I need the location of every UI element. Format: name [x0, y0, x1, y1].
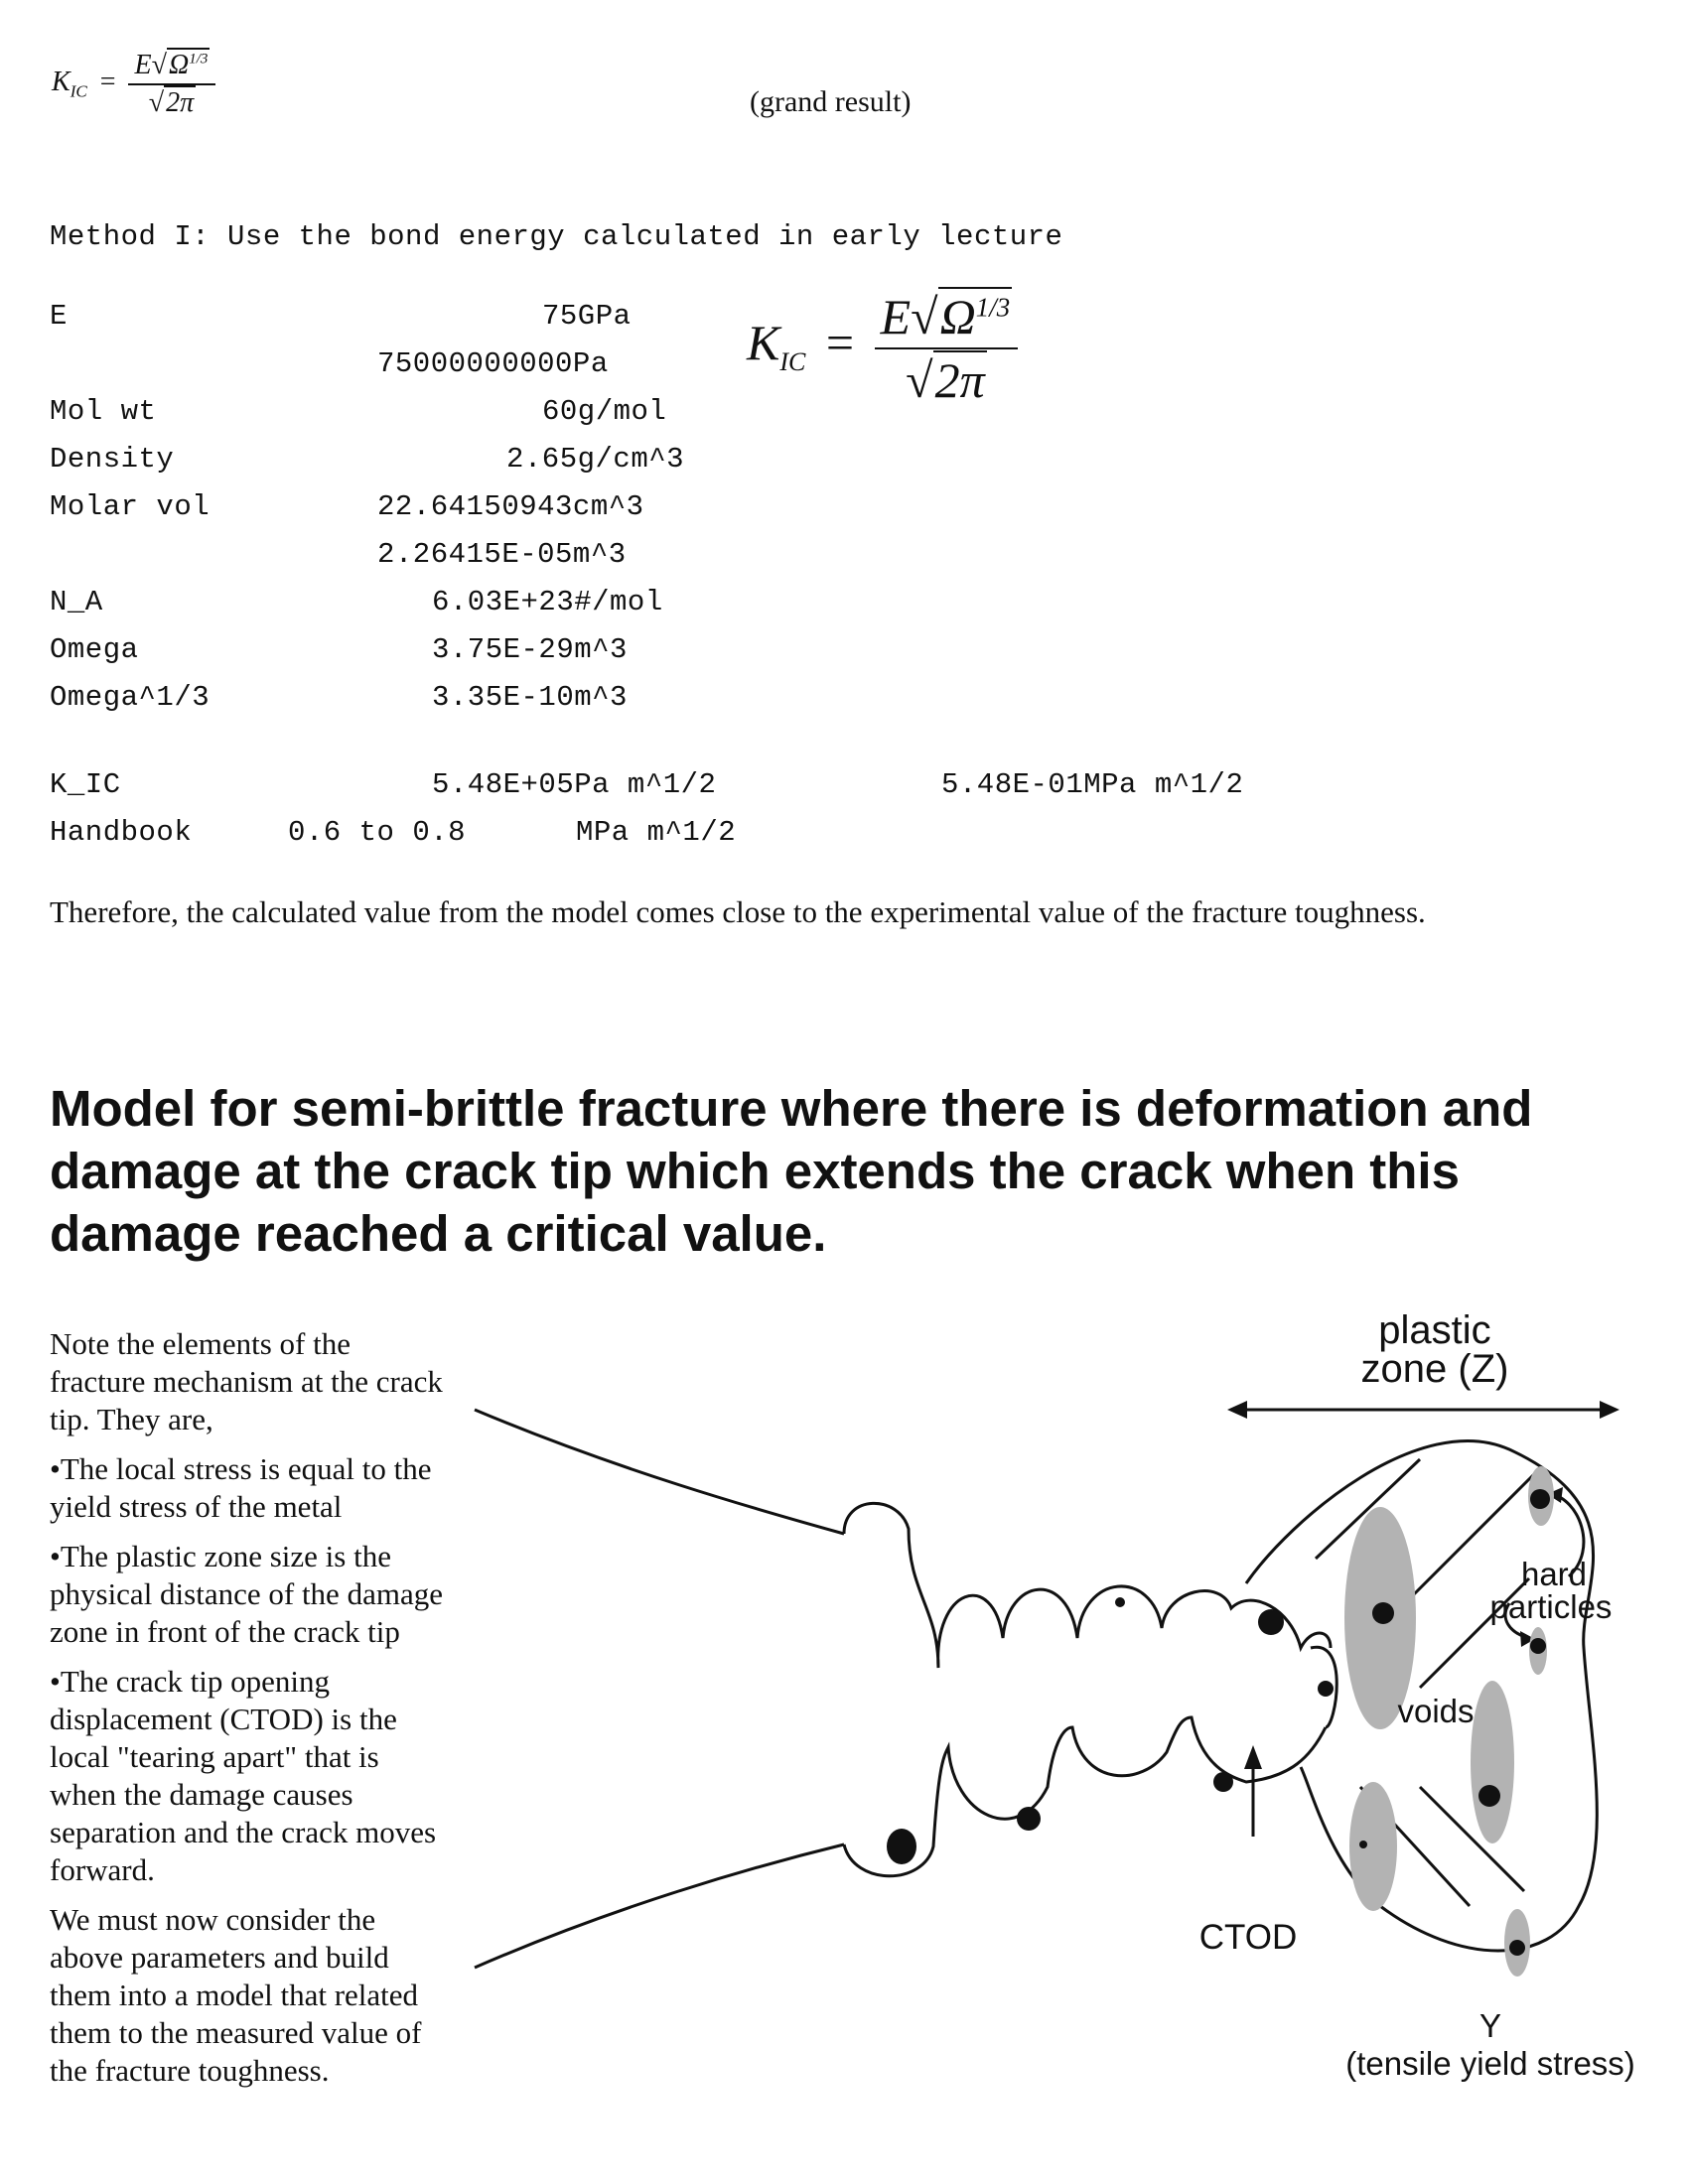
lower-crack-face: [475, 1844, 844, 1968]
molar-vol-value-m3: 2.26415E-05m^3: [377, 538, 627, 571]
molar-vol-label: Molar vol: [50, 490, 211, 523]
omega-cbrt-label: Omega^1/3: [50, 681, 211, 714]
tensile-label: (tensile yield stress): [1345, 2045, 1635, 2082]
handbook-label: Handbook: [50, 816, 193, 849]
hard-label: hard: [1520, 1556, 1588, 1592]
omega-label: Omega: [50, 633, 139, 666]
density-value: 2.65g/cm^3: [506, 443, 685, 476]
omega-value: 3.75E-29m^3: [432, 633, 628, 666]
void: [1471, 1681, 1514, 1843]
hard-particle: [1258, 1609, 1284, 1635]
ctod-arrowhead: [1244, 1745, 1262, 1769]
hard-particle: [1530, 1489, 1550, 1509]
e-label: E: [50, 300, 68, 333]
note-conclusion: We must now consider the above parameters and build them into a model that related them to the measured value of the fracture toughness.: [50, 1902, 422, 2088]
big-formula-fraction: $\frac{E√\Omega^{1/3}}{√2\pi}$: [875, 288, 1019, 409]
e-value: 75GPa: [542, 300, 632, 333]
na-label: N_A: [50, 586, 103, 618]
na-value: 6.03E+23#/mol: [432, 586, 663, 618]
hard-particle: [1372, 1602, 1394, 1624]
dimension-arrowhead-right: [1600, 1401, 1619, 1419]
big-kic-formula: $K_{IC}$ = $\frac{E√\Omega^{1/3}}{√2\pi}$: [747, 288, 1018, 409]
y-label: Y: [1478, 2007, 1502, 2044]
top-kic-formula: $K_{IC}$ = $\frac{E√\Omega^{1/3}}{√2\pi}$: [52, 50, 215, 119]
hard-particle: [1017, 1807, 1041, 1831]
hard-particle: [1318, 1681, 1334, 1697]
big-formula-lhs: $K_{IC}$: [747, 315, 806, 377]
omega-cbrt-value: 3.35E-10m^3: [432, 681, 628, 714]
e-value-pa: 75000000000Pa: [377, 347, 609, 380]
molar-vol-value: 22.64150943cm^3: [377, 490, 644, 523]
void: [1349, 1782, 1397, 1911]
kic-value-pa: 5.48E+05Pa m^1/2: [432, 768, 717, 801]
mol-wt-label: Mol wt: [50, 395, 157, 428]
handbook-range: 0.6 to 0.8: [288, 816, 467, 849]
formula-lhs: $K_{IC}$: [52, 67, 87, 102]
section-heading: Model for semi-brittle fracture where there is deformation and damage at the crack tip which extends the crack when this damage reached a critical value.: [50, 1080, 1533, 1262]
note-ctod: •The crack tip opening displacement (CTOD) is the local "tearing apart" that is when the damage causes separation and the crack moves forward.: [50, 1664, 437, 1887]
note-local-stress: •The local stress is equal to the yield stress of the metal: [50, 1451, 432, 1524]
hard-particle: [1478, 1785, 1500, 1807]
plastic-label: plastic: [1378, 1308, 1491, 1352]
conclusion-text: Therefore, the calculated value from the model comes close to the experimental value of the fracture toughness.: [50, 894, 1426, 929]
formula-fraction: $\frac{E√\Omega^{1/3}}{√2\pi}$: [128, 50, 215, 119]
grand-result-note: (grand result): [750, 85, 912, 118]
upper-scallop-profile: [844, 1503, 1331, 1668]
zone-label: zone (Z): [1360, 1347, 1509, 1391]
ctod-label: CTOD: [1198, 1918, 1298, 1957]
handbook-unit: MPa m^1/2: [576, 816, 737, 849]
kic-value-mpa: 5.48E-01MPa m^1/2: [941, 768, 1244, 801]
kic-label: K_IC: [50, 768, 121, 801]
dimension-arrowhead-left: [1227, 1401, 1247, 1419]
hard-particle: [1530, 1638, 1546, 1654]
note-plastic-zone: •The plastic zone size is the physical distance of the damage zone in front of the crack tip: [50, 1539, 443, 1649]
hard-particle: [1213, 1772, 1233, 1792]
density-label: Density: [50, 443, 175, 476]
voids-label: voids: [1397, 1693, 1475, 1729]
particles-label: particles: [1489, 1588, 1613, 1625]
note-intro: Note the elements of the fracture mechanism at the crack tip. They are,: [50, 1326, 443, 1436]
hard-particle: [1115, 1597, 1125, 1607]
method-line: Method I: Use the bond energy calculated in early lecture: [50, 220, 1063, 253]
hard-particle: [887, 1829, 916, 1864]
upper-crack-face: [475, 1410, 844, 1534]
hard-particle: [1509, 1940, 1525, 1956]
mol-wt-value: 60g/mol: [542, 395, 667, 428]
hard-particle: [1359, 1841, 1367, 1848]
